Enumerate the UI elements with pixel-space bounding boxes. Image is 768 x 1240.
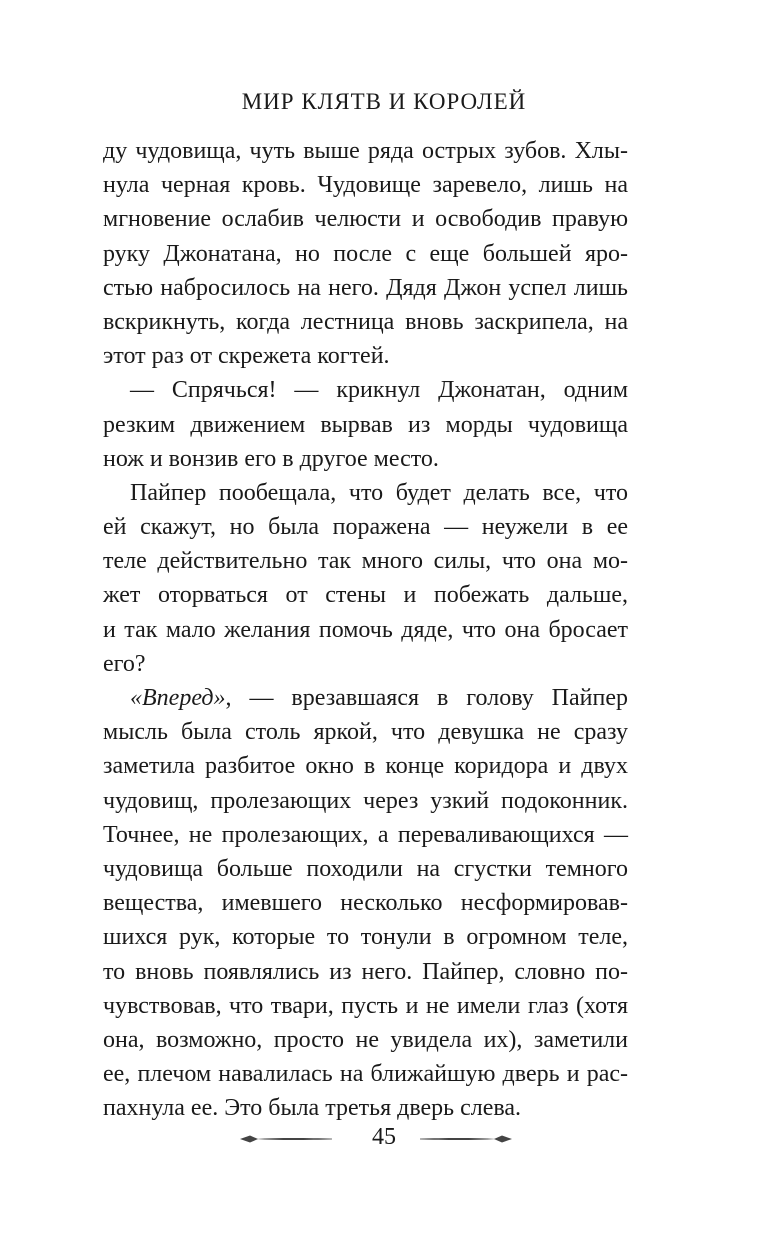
text-line: теле действительно так много силы, что она мо- — [103, 548, 628, 575]
left-ornament-icon — [240, 1134, 332, 1144]
text-line — [103, 681, 628, 715]
italic-word: «Вперед» — [130, 685, 226, 711]
text-line: вскрикнуть, когда лестница вновь заскрипела, на — [103, 308, 628, 335]
text-line: ду чудовища, чуть выше ряда острых зубов. Хлы- — [103, 138, 628, 164]
text-line: чудовищ, пролезающих через узкий подоконник. — [103, 787, 628, 814]
text-line: пахнула ее. Это была третья дверь слева. — [103, 1095, 522, 1122]
text-line: чувствовав, что твари, пусть и не имели глаз (хотя — [103, 992, 628, 1019]
text-line: шихся рук, которые то тонули в огромном теле, — [103, 924, 628, 951]
text-line: его? — [103, 650, 146, 677]
text-line: Пайпер пообещала, что будет делать все, что — [130, 479, 628, 506]
page-footer — [0, 1120, 768, 1156]
text-line: вещества, имевшего несколько несформировав- — [103, 890, 628, 917]
text-line: нож и вонзив его в другое место. — [103, 445, 439, 472]
text-line: мысль была столь яркой, что девушка не сразу — [103, 719, 628, 746]
text-line: мгновение ослабив челюсти и освободив правую — [103, 206, 628, 233]
text-line: этот раз от скрежета когтей. — [103, 343, 390, 370]
text-line: то вновь появлялись из него. Пайпер, словно по- — [103, 958, 628, 985]
text-line: руку Джонатана, но после с еще большей яро- — [103, 240, 628, 267]
body-text — [103, 134, 628, 1125]
text-line: чудовища больше походили на сгустки темного — [103, 855, 628, 882]
text-line: она, возможно, просто не увидела их), заметили — [103, 1026, 628, 1053]
text-fragment: , — врезавшаяся в голову Пайпер — [225, 685, 628, 711]
text-line: Точнее, не пролезающих, а переваливающихся — — [103, 821, 628, 848]
text-line: — Спрячься! — крикнул Джонатан, одним — [130, 377, 628, 404]
text-line: нула черная кровь. Чудовище заревело, лишь на — [103, 172, 628, 199]
text-line: заметила разбитое окно в конце коридора и двух — [103, 753, 628, 780]
text-line: резким движением вырвав из морды чудовища — [103, 411, 628, 438]
right-ornament-icon — [420, 1134, 512, 1144]
page-number: 45 — [372, 1124, 396, 1150]
text-line: стью набросилось на него. Дядя Джон успел лишь — [103, 274, 628, 301]
text-line: и так мало желания помочь дяде, что она бросает — [103, 616, 628, 643]
text-line: ее, плечом навалилась на ближайшую дверь и рас- — [103, 1061, 628, 1088]
running-head: МИР КЛЯТВ И КОРОЛЕЙ — [241, 89, 527, 114]
text-line: жет оторваться от стены и побежать дальше, — [103, 582, 628, 609]
text-line: ей скажут, но была поражена — неужели в ее — [103, 514, 628, 541]
